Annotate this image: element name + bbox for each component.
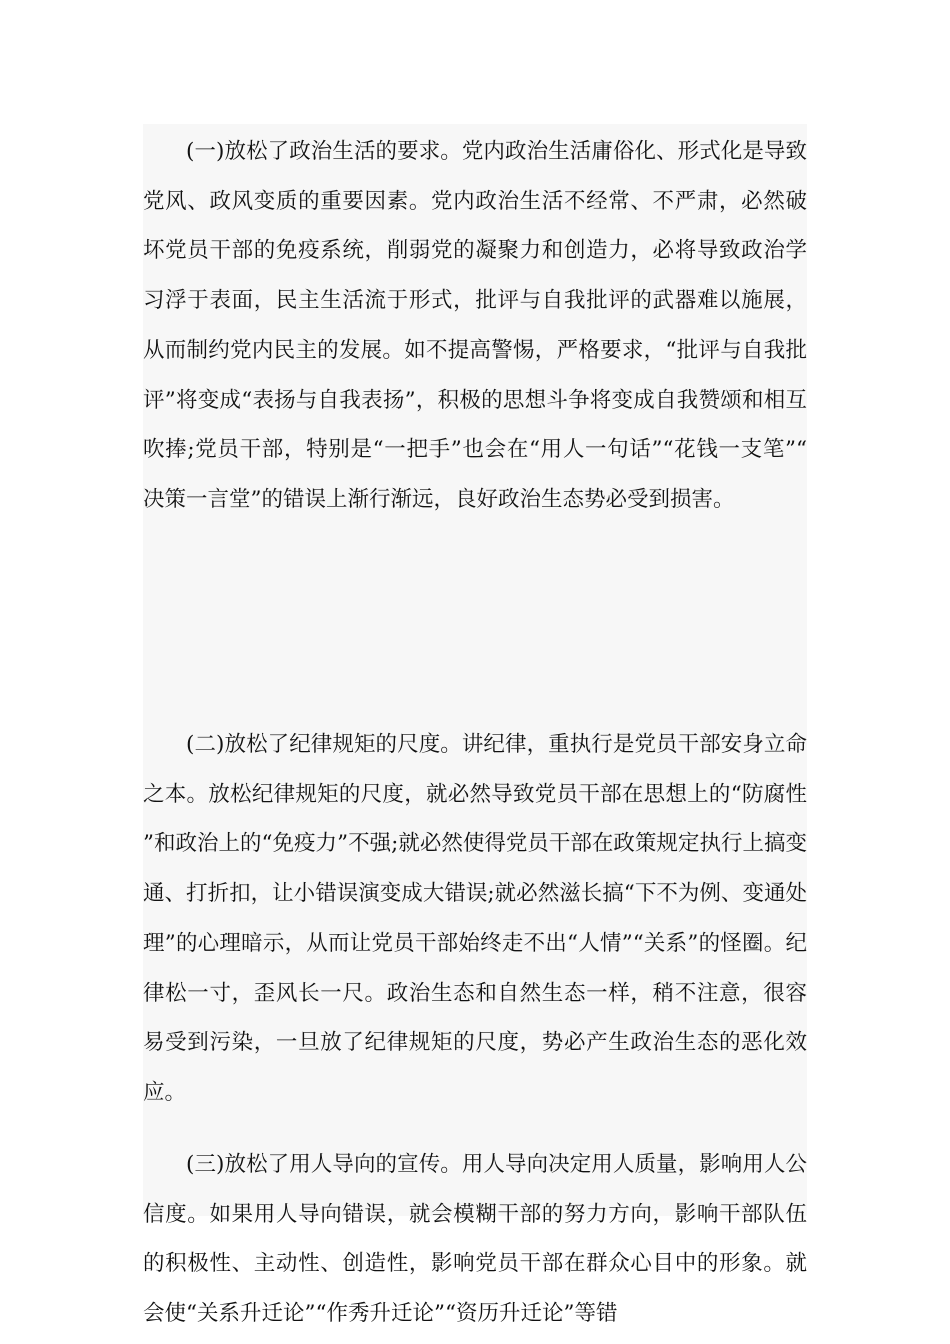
paragraph-2: (二)放松了纪律规矩的尺度。讲纪律，重执行是党员干部安身立命之本。放松纪律规矩的尺度，就必然导致党员干部在思想上的“防腐性”和政治上的“免疫力”不强;就必然使得党员干部在政策规定执行上搞变通、打折扣，让小错误演变成大错误;就必然滋长搞“下不为例、变通处理”的心理暗示，从而让党员干部始终走不出“人情”“关系”的怪圈。纪律松一寸，歪风长一尺。政治生态和自然生态一样，稍不注意，很容易受到污染，一旦放了纪律规矩的尺度，势必产生政治生态的恶化效应。 — [143, 732, 807, 1105]
paragraph-3: (三)放松了用人导向的宣传。用人导向决定用人质量，影响用人公信度。如果用人导向错误，就会模糊干部的努力方向，影响干部队伍的积极性、主动性、创造性，影响党员干部在群众心目中的形象。就会使“关系升迁论”“作秀升迁论”“资历升迁论”等错 — [143, 1152, 807, 1327]
document-body — [143, 124, 807, 1327]
paragraph-1: (一)放松了政治生活的要求。党内政治生活庸俗化、形式化是导致党风、政风变质的重要因素。党内政治生活不经常、不严肃，必然破坏党员干部的免疫系统，削弱党的凝聚力和创造力，必将导致政治学习浮于表面，民主生活流于形式，批评与自我批评的武器难以施展，从而制约党内民主的发展。如不提高警惕，严格要求，“批评与自我批评”将变成“表扬与自我表扬”，积极的思想斗争将变成自我赞颂和相互吹捧;党员干部，特别是“一把手”也会在“用人一句话”“花钱一支笔”“决策一言堂”的错误上渐行渐远，良好政治生态势必受到损害。 — [143, 139, 807, 512]
